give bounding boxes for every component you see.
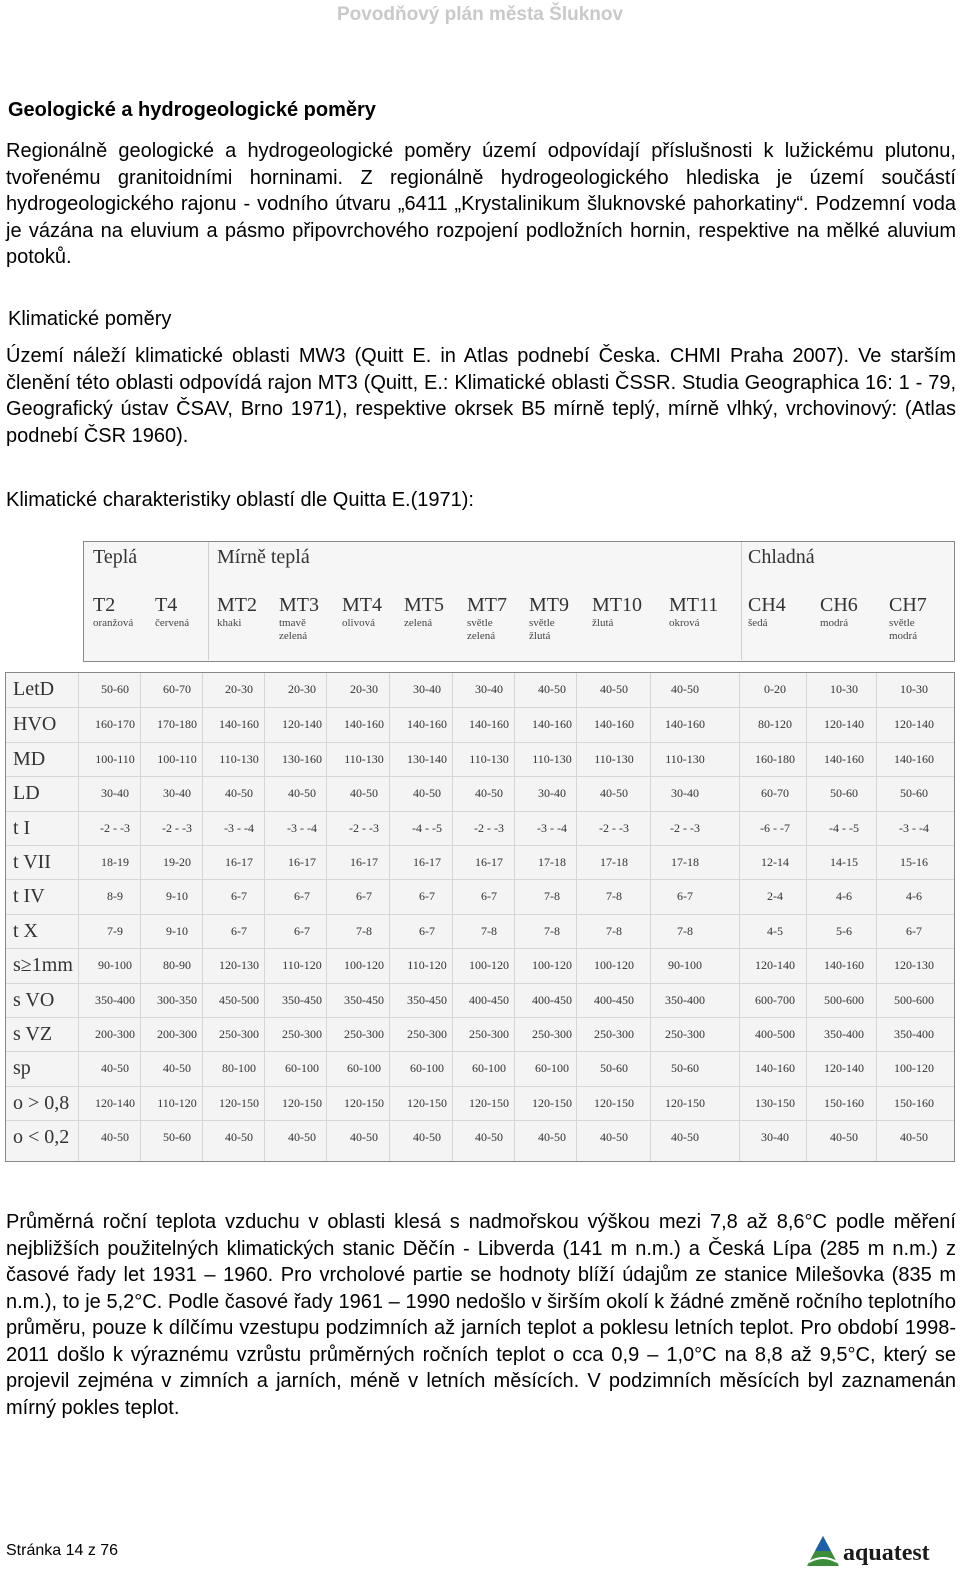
climate-legend-table	[83, 541, 955, 662]
table-cell: 80-90	[163, 958, 191, 973]
table-cell: 14-15	[830, 855, 858, 869]
table-cell: 350-450	[344, 992, 384, 1007]
table-cell: 6-7	[294, 889, 310, 904]
table-cell: 7-8	[356, 923, 372, 938]
table-column-divider	[806, 673, 807, 1161]
row-label: s VO	[13, 988, 55, 1011]
table-cell: 10-30	[900, 682, 928, 696]
table-cell: -3 - -4	[537, 820, 567, 835]
table-cell: 140-160	[594, 717, 634, 732]
legend-code: MT5	[404, 594, 444, 616]
table-cell: 120-140	[824, 1061, 864, 1076]
table-cell: 40-50	[600, 682, 628, 696]
table-cell: 350-400	[95, 992, 135, 1007]
table-cell: 120-140	[282, 717, 322, 732]
row-label: o > 0,8	[13, 1091, 70, 1114]
table-cell: 16-17	[225, 855, 253, 869]
table-cell: 120-150	[407, 1095, 447, 1110]
table-cell: 30-40	[538, 786, 566, 801]
table-cell: 120-130	[894, 958, 934, 973]
legend-color-name: světle zelená	[467, 617, 496, 642]
table-cell: 20-30	[350, 682, 378, 696]
table-cell: 6-7	[231, 889, 247, 904]
table-cell: 120-150	[594, 1095, 634, 1110]
table-cell: 140-160	[665, 717, 705, 732]
table-cell: -3 - -4	[224, 820, 254, 835]
legend-divider	[208, 542, 209, 660]
legend-group-warm: Teplá	[93, 546, 138, 568]
table-cell: 150-160	[824, 1095, 864, 1110]
table-cell: 40-50	[830, 1130, 858, 1145]
table-cell: 40-50	[600, 786, 628, 801]
table-cell: 120-150	[344, 1095, 384, 1110]
table-column-divider	[326, 673, 327, 1161]
table-caption: Klimatické charakteristiky oblastí dle Quitta E.(1971):	[6, 489, 474, 511]
legend-color-name: okrová	[669, 617, 700, 629]
table-cell: 15-16	[900, 855, 928, 869]
table-cell: 30-40	[163, 786, 191, 801]
legend-code: CH6	[820, 594, 858, 616]
table-cell: 100-120	[532, 958, 572, 973]
table-cell: 40-50	[101, 1061, 129, 1076]
legend-code: MT9	[529, 594, 569, 616]
table-cell: 40-50	[101, 1130, 129, 1145]
table-column-divider	[739, 673, 740, 1161]
table-cell: 400-500	[755, 1027, 795, 1041]
legend-column	[342, 595, 404, 630]
legend-column	[889, 595, 951, 643]
table-cell: 500-600	[894, 992, 934, 1007]
table-row	[6, 1051, 954, 1086]
legend-color-name: světle modrá	[889, 617, 918, 642]
table-cell: 4-5	[767, 923, 783, 938]
legend-color-name: oranžová	[93, 617, 134, 629]
table-cell: 6-7	[419, 923, 435, 938]
logo-mountain-icon	[805, 1534, 841, 1568]
legend-column	[820, 595, 882, 630]
table-cell: 40-50	[288, 1130, 316, 1145]
legend-code: T2	[93, 594, 116, 616]
table-cell: 160-170	[95, 717, 135, 732]
legend-code: MT11	[669, 594, 719, 616]
legend-column	[217, 595, 279, 630]
table-cell: -2 - -3	[670, 820, 700, 835]
table-cell: 350-450	[282, 992, 322, 1007]
table-cell: 100-120	[894, 1061, 934, 1076]
table-cell: 16-17	[413, 855, 441, 869]
table-cell: 6-7	[481, 889, 497, 904]
table-cell: 60-100	[535, 1061, 569, 1076]
table-cell: -4 - -5	[412, 820, 442, 835]
table-cell: 400-450	[532, 992, 572, 1007]
legend-code: T4	[155, 594, 178, 616]
table-cell: 16-17	[350, 855, 378, 869]
table-cell: -2 - -3	[162, 820, 192, 835]
legend-color-name: světle žlutá	[529, 617, 555, 642]
paragraph-geology: Regionálně geologické a hydrogeologické poměry území odpovídají příslušnosti k lužickému plutonu, tvořenému granitoidními horninami. Z regionálně hydrogeologického hlediska je území součástí hydrogeologického rajonu - vodního útvaru „6411 „Krystalinikum šluknovské pahorkatiny“. Podzemní voda je vázána na eluvium a pásmo připovrchového rozpojení podložních hornin, respektive na mělké aluvium potoků.	[6, 140, 956, 268]
table-cell: 9-10	[166, 889, 188, 904]
table-row	[6, 776, 954, 811]
table-row	[6, 673, 954, 707]
table-row	[6, 742, 954, 777]
legend-code: MT4	[342, 594, 382, 616]
table-row	[6, 879, 954, 914]
table-cell: 90-100	[98, 958, 132, 973]
table-cell: 120-150	[282, 1095, 322, 1110]
table-column-divider	[576, 673, 577, 1161]
table-cell: 60-100	[410, 1061, 444, 1076]
legend-group-mild: Mírně teplá	[217, 546, 310, 568]
table-cell: 60-100	[347, 1061, 381, 1076]
table-cell: 110-130	[469, 751, 509, 766]
table-cell: 350-450	[407, 992, 447, 1007]
table-cell: 600-700	[755, 992, 795, 1007]
legend-column	[529, 595, 591, 643]
table-cell: 450-500	[219, 992, 259, 1007]
table-cell: 40-50	[538, 682, 566, 696]
table-column-divider	[389, 673, 390, 1161]
table-cell: -2 - -3	[100, 820, 130, 835]
table-cell: 40-50	[350, 786, 378, 801]
row-label: s VZ	[13, 1023, 53, 1045]
table-cell: 250-300	[282, 1027, 322, 1041]
table-cell: 7-8	[544, 923, 560, 938]
legend-color-name: červená	[155, 617, 190, 629]
table-cell: -2 - -3	[474, 820, 504, 835]
table-cell: 4-6	[906, 889, 922, 904]
aquatest-logo	[805, 1532, 955, 1572]
table-cell: 110-130	[344, 751, 384, 766]
table-cell: -4 - -5	[829, 820, 859, 835]
legend-color-name: šedá	[748, 617, 768, 629]
heading-geology: Geologické a hydrogeologické poměry	[8, 99, 376, 121]
table-cell: 250-300	[407, 1027, 447, 1041]
legend-color-name: modrá	[820, 617, 849, 629]
table-cell: 300-350	[157, 992, 197, 1007]
legend-group-cold: Chladná	[748, 546, 815, 568]
table-cell: 16-17	[288, 855, 316, 869]
table-cell: 250-300	[469, 1027, 509, 1041]
table-cell: 4-6	[836, 889, 852, 904]
table-cell: 100-120	[344, 958, 384, 973]
table-cell: 7-8	[544, 889, 560, 904]
legend-column	[93, 595, 155, 630]
table-cell: 80-100	[222, 1061, 256, 1076]
table-row	[6, 811, 954, 846]
paragraph-temperature: Průměrná roční teplota vzduchu v oblasti klesá s nadmořskou výškou mezi 7,8 až 8,6°C podle měření nejbližších použitelných klimatických stanic Děčín - Libverda (141 m n.m.) a Česká Lípa (285 m n.m.) z časové řady let 1931 – 1960. Pro vrcholové partie se hodnoty blíží údajům ze stanice Milešovka (835 m n.m.), to je 5,2°C. Podle časové řady 1961 – 1990 nedošlo v širším okolí k žádné změně ročního teplotního průměru, pouze k dílčímu vzestupu podzimních až jarních teplot a poklesu letních teplot. Pro období 1998-2011 došlo k výraznému vzrůstu průměrných ročních teplot o cca 0,9 – 1,0°C na 8,8 až 9,5°C, který se projevil zejména v zimních a jarních, méně v letních měsících. V podzimních měsících byl zaznamenán mírný pokles teplot.	[6, 1211, 956, 1419]
table-cell: 120-140	[894, 717, 934, 732]
table-cell: 140-160	[894, 751, 934, 766]
row-label: t I	[13, 816, 31, 839]
table-cell: 40-50	[288, 786, 316, 801]
table-cell: 40-50	[538, 1130, 566, 1145]
table-cell: 50-60	[671, 1061, 699, 1076]
legend-divider	[741, 542, 742, 660]
legend-code: MT3	[279, 594, 319, 616]
table-cell: 500-600	[824, 992, 864, 1007]
row-label: t IV	[13, 885, 45, 908]
table-cell: 20-30	[288, 682, 316, 696]
table-cell: 50-60	[900, 786, 928, 801]
table-cell: -6 - -7	[760, 820, 790, 835]
table-cell: 6-7	[906, 923, 922, 938]
legend-column	[404, 595, 466, 630]
table-cell: 6-7	[356, 889, 372, 904]
legend-code: CH7	[889, 594, 927, 616]
legend-color-name: olivová	[342, 617, 375, 629]
row-label: HVO	[13, 713, 57, 736]
table-cell: 140-160	[824, 751, 864, 766]
legend-column	[279, 595, 341, 643]
table-cell: 0-20	[764, 682, 786, 696]
table-cell: 7-8	[606, 889, 622, 904]
table-column-divider	[264, 673, 265, 1161]
table-cell: 8-9	[107, 889, 123, 904]
table-row	[6, 914, 954, 949]
table-cell: 110-130	[665, 751, 705, 766]
table-cell: 40-50	[475, 786, 503, 801]
table-cell: 140-160	[532, 717, 572, 732]
legend-code: MT7	[467, 594, 507, 616]
table-column-divider	[140, 673, 141, 1161]
table-cell: 100-110	[95, 751, 135, 766]
heading-climate: Klimatické poměry	[8, 308, 172, 330]
table-cell: 130-150	[755, 1095, 795, 1110]
table-cell: 400-450	[594, 992, 634, 1007]
table-cell: 18-19	[101, 855, 129, 869]
table-cell: 6-7	[677, 889, 693, 904]
row-label: o < 0,2	[13, 1126, 70, 1149]
table-row	[6, 1086, 954, 1121]
table-cell: 350-400	[665, 992, 705, 1007]
table-cell: 9-10	[166, 923, 188, 938]
table-cell: 12-14	[761, 855, 789, 869]
table-cell: 110-120	[157, 1095, 197, 1110]
table-cell: 140-160	[344, 717, 384, 732]
table-cell: 130-140	[407, 751, 447, 766]
table-cell: 250-300	[594, 1027, 634, 1041]
legend-column	[592, 595, 654, 630]
table-cell: 60-100	[472, 1061, 506, 1076]
table-cell: 50-60	[101, 682, 129, 696]
legend-color-name: tmavě zelená	[279, 617, 308, 642]
row-label: s≥1mm	[13, 954, 73, 977]
table-cell: 140-160	[407, 717, 447, 732]
table-cell: 120-140	[95, 1095, 135, 1110]
table-cell: 19-20	[163, 855, 191, 869]
table-column-divider	[876, 673, 877, 1161]
table-cell: 100-110	[157, 751, 197, 766]
table-cell: 250-300	[219, 1027, 259, 1041]
table-cell: 130-160	[282, 751, 322, 766]
row-label: MD	[13, 747, 46, 770]
table-cell: -3 - -4	[899, 820, 929, 835]
table-cell: 350-400	[824, 1027, 864, 1041]
table-cell: 170-180	[157, 717, 197, 732]
table-cell: 7-8	[677, 923, 693, 938]
climate-data-table	[5, 672, 955, 1162]
table-cell: 40-50	[163, 1061, 191, 1076]
table-cell: 120-140	[824, 717, 864, 732]
table-cell: 200-300	[95, 1027, 135, 1041]
table-cell: 50-60	[600, 1061, 628, 1076]
table-cell: 90-100	[668, 958, 702, 973]
table-cell: 16-17	[475, 855, 503, 869]
table-cell: 50-60	[163, 1130, 191, 1145]
table-cell: 110-130	[532, 751, 572, 766]
table-cell: 6-7	[419, 889, 435, 904]
legend-column	[669, 595, 731, 630]
legend-color-name: žlutá	[592, 617, 614, 629]
table-cell: 200-300	[157, 1027, 197, 1041]
legend-column	[467, 595, 529, 643]
table-cell: 50-60	[830, 786, 858, 801]
table-column-divider	[202, 673, 203, 1161]
legend-code: MT2	[217, 594, 257, 616]
legend-code: CH4	[748, 594, 786, 616]
table-cell: 20-30	[225, 682, 253, 696]
page-header-title: Povodňový plán města Šluknov	[336, 4, 624, 25]
row-label: t VII	[13, 851, 51, 873]
table-cell: 17-18	[671, 855, 699, 869]
table-cell: 150-160	[894, 1095, 934, 1110]
table-cell: 120-150	[219, 1095, 259, 1110]
logo-text: aquatest	[843, 1540, 930, 1566]
row-label: LD	[13, 782, 40, 805]
table-cell: 6-7	[231, 923, 247, 938]
table-cell: 17-18	[538, 855, 566, 869]
table-row	[6, 707, 954, 742]
table-cell: 30-40	[413, 682, 441, 696]
table-cell: 40-50	[475, 1130, 503, 1145]
table-cell: 60-100	[285, 1061, 319, 1076]
table-column-divider	[514, 673, 515, 1161]
table-cell: 7-9	[107, 923, 123, 938]
table-cell: 120-150	[665, 1095, 705, 1110]
table-cell: 30-40	[475, 682, 503, 696]
table-cell: 30-40	[101, 786, 129, 801]
legend-color-name: khaki	[217, 617, 242, 629]
table-cell: 120-150	[532, 1095, 572, 1110]
table-cell: 40-50	[225, 786, 253, 801]
legend-column	[748, 595, 810, 630]
table-cell: 120-130	[219, 958, 259, 973]
table-column-divider	[78, 673, 79, 1161]
page-number: Stránka 14 z 76	[6, 1542, 119, 1559]
table-cell: 120-150	[469, 1095, 509, 1110]
row-label: t X	[13, 919, 38, 942]
table-cell: 110-130	[594, 751, 634, 766]
table-cell: 6-7	[294, 923, 310, 938]
table-cell: 30-40	[671, 786, 699, 801]
table-cell: 17-18	[600, 855, 628, 869]
row-label: LetD	[13, 678, 55, 700]
table-column-divider	[452, 673, 453, 1161]
table-cell: 40-50	[671, 682, 699, 696]
table-cell: 5-6	[836, 923, 852, 938]
table-cell: 7-8	[606, 923, 622, 938]
table-cell: 40-50	[413, 786, 441, 801]
table-cell: 40-50	[600, 1130, 628, 1145]
table-cell: 140-160	[755, 1061, 795, 1076]
table-cell: 350-400	[894, 1027, 934, 1041]
table-cell: 250-300	[344, 1027, 384, 1041]
legend-code: MT10	[592, 594, 642, 616]
table-column-divider	[650, 673, 651, 1161]
table-cell: -2 - -3	[599, 820, 629, 835]
table-cell: 2-4	[767, 889, 783, 904]
table-cell: 140-160	[824, 958, 864, 973]
table-cell: 100-120	[594, 958, 634, 973]
table-row	[6, 1120, 954, 1155]
table-cell: 110-120	[407, 958, 447, 973]
table-cell: 110-120	[282, 958, 322, 973]
paragraph-climate: Území náleží klimatické oblasti MW3 (Quitt E. in Atlas podnebí Česka. CHMI Praha 2007). Ve starším členění této oblasti odpovídá rajon MT3 (Quitt, E.: Klimatické oblasti ČSSR. Studia Geographica 16: 1 - 79, Geografický ústav ČSAV, Brno 1971), respektive okrsek B5 mírně teplý, mírně vlhký, vrchovinový: (Atlas podnebí ČSR 1960).	[6, 345, 956, 447]
table-cell: 400-450	[469, 992, 509, 1007]
table-cell: 140-160	[469, 717, 509, 732]
table-cell: 60-70	[761, 786, 789, 801]
table-row	[6, 1017, 954, 1052]
table-cell: 40-50	[671, 1130, 699, 1145]
table-cell: 120-140	[755, 958, 795, 973]
table-cell: 110-130	[219, 751, 259, 766]
table-cell: -3 - -4	[287, 820, 317, 835]
table-cell: 40-50	[350, 1130, 378, 1145]
table-cell: 40-50	[225, 1130, 253, 1145]
table-cell: 10-30	[830, 682, 858, 696]
table-cell: 40-50	[900, 1130, 928, 1145]
table-cell: 250-300	[532, 1027, 572, 1041]
table-cell: 250-300	[665, 1027, 705, 1041]
legend-color-name: zelená	[404, 617, 433, 629]
row-label: sp	[13, 1057, 31, 1080]
table-cell: 60-70	[163, 682, 191, 696]
table-row	[6, 845, 954, 880]
table-row	[6, 983, 954, 1018]
table-cell: 40-50	[413, 1130, 441, 1145]
table-cell: 7-8	[481, 923, 497, 938]
table-cell: -2 - -3	[349, 820, 379, 835]
table-cell: 100-120	[469, 958, 509, 973]
table-row	[6, 948, 954, 983]
table-cell: 30-40	[761, 1130, 789, 1145]
table-cell: 160-180	[755, 751, 795, 766]
table-cell: 80-120	[758, 717, 792, 732]
table-cell: 140-160	[219, 717, 259, 732]
